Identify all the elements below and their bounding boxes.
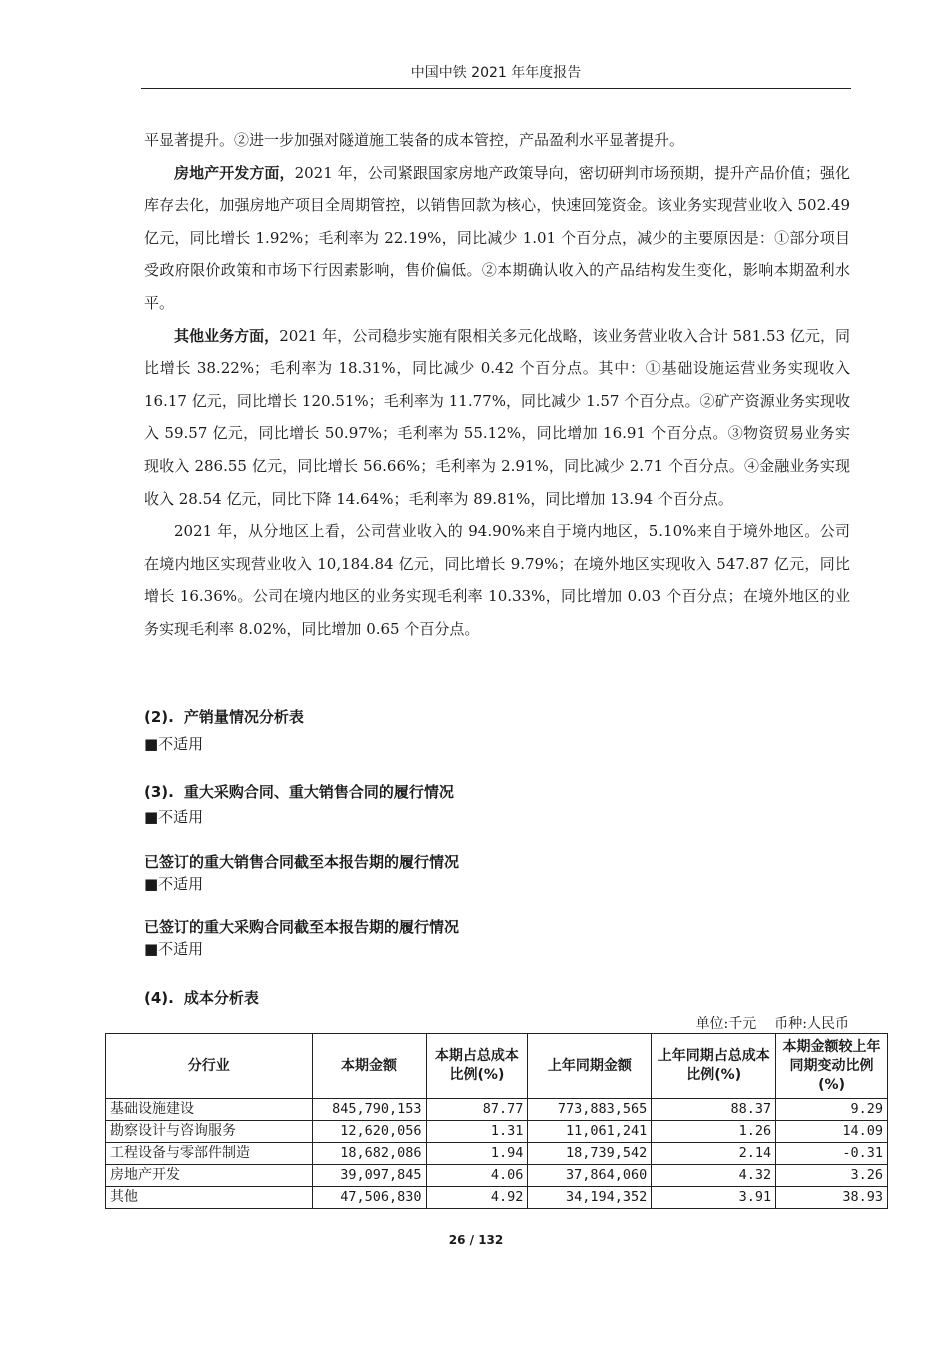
column-header: 上年同期占总成本比例(%) bbox=[652, 1034, 776, 1099]
table-cell: 4.92 bbox=[426, 1187, 528, 1209]
paragraph-text: 2021 年，公司稳步实施有限相关多元化战略，该业务营业收入合计 581.53 亿元，同比增长 38.22%；毛利率为 18.31%，同比减少 0.42 个百分点。其中：①基础设施运营业务实现收入 16.17 亿元，同比增长 120.51%；毛利率为 11.77%，同比减少 1.57 个百分点。②矿产资源业务实现收入 59.57 亿元，同比增长 50.97%；毛利率为 55.12%，同比增加 16.91 个百分点。③物资贸易业务实现收入 286.55 亿元，同比增长 56.66%；毛利率为 2.91%，同比减少 2.71 个百分点。④金融业务实现收入 28.54 亿元，同比下降 14.64%；毛利率为 89.81%，同比增加 13.94 个百分点。 bbox=[144, 326, 850, 508]
table-cell: 37,864,060 bbox=[528, 1165, 652, 1187]
paragraph-lead: 房地产开发方面， bbox=[174, 163, 295, 182]
section-title: 成本分析表 bbox=[183, 989, 259, 1007]
table-cell: 其他 bbox=[106, 1187, 313, 1209]
paragraph-text: 2021 年，公司紧跟国家房地产政策导向，密切研判市场预期，提升产品价值；强化库存去化，加强房地产项目全周期管控，以销售回款为核心，快速回笼资金。该业务实现营业收入 502.49 亿元，同比增长 1.92%；毛利率为 22.19%，同比减少 1.01 个百分点，减少的主要原因是：①部分项目受政府限价政策和市场下行因素影响，售价偏低。②本期确认收入的产品结构发生变化，影响本期盈利水平。 bbox=[144, 163, 850, 312]
table-unit-line bbox=[696, 1013, 849, 1033]
table-cell: 845,790,153 bbox=[312, 1099, 426, 1121]
section-heading bbox=[144, 851, 459, 872]
table-header-row bbox=[106, 1034, 888, 1099]
table-cell: 3.91 bbox=[652, 1187, 776, 1209]
section-title: 重大采购合同、重大销售合同的履行情况 bbox=[183, 783, 454, 801]
table-cell: 11,061,241 bbox=[528, 1121, 652, 1143]
section-title: 产销量情况分析表 bbox=[183, 708, 304, 726]
body-text bbox=[144, 124, 850, 646]
table-cell: 18,682,086 bbox=[312, 1143, 426, 1165]
table-cell: 房地产开发 bbox=[106, 1165, 313, 1187]
paragraph bbox=[144, 515, 850, 645]
page-header: 中国中铁 2021 年年度报告 bbox=[141, 62, 851, 89]
table-cell: 3.26 bbox=[776, 1165, 888, 1187]
section-title: 已签订的重大采购合同截至本报告期的履行情况 bbox=[144, 918, 460, 936]
table-cell: 47,506,830 bbox=[312, 1187, 426, 1209]
section-number: (4). bbox=[144, 989, 174, 1007]
section-title: 已签订的重大销售合同截至本报告期的履行情况 bbox=[144, 853, 460, 871]
currency-label: 币种:人民币 bbox=[774, 1016, 849, 1032]
column-header: 本期金额较上年同期变动比例(%) bbox=[776, 1034, 888, 1099]
section-note: ■不适用 bbox=[144, 940, 204, 958]
table-cell: 34,194,352 bbox=[528, 1187, 652, 1209]
paragraph-text: 平显著提升。②进一步加强对隧道施工装备的成本管控，产品盈利水平显著提升。 bbox=[144, 131, 685, 149]
cost-analysis-table bbox=[105, 1033, 888, 1209]
paragraph-text: 2021 年，从分地区上看，公司营业收入的 94.90%来自于境内地区，5.10%来自于境外地区。公司在境内地区实现营业收入 10,184.84 亿元，同比增长 9.79%；在境外地区实现收入 547.87 亿元，同比增长 16.36%。公司在境内地区的业务实现毛利率 10.33%，同比增加 0.03 个百分点；在境外地区的业务实现毛利率 8.02%，同比增加 0.65 个百分点。 bbox=[144, 522, 850, 638]
table-cell: 工程设备与零部件制造 bbox=[106, 1143, 313, 1165]
table-row bbox=[106, 1099, 888, 1121]
section-heading bbox=[144, 706, 304, 727]
table-cell: -0.31 bbox=[776, 1143, 888, 1165]
table-cell: 38.93 bbox=[776, 1187, 888, 1209]
section-heading bbox=[144, 916, 459, 937]
section-number: (2). bbox=[144, 708, 174, 726]
column-header: 上年同期金额 bbox=[528, 1034, 652, 1099]
paragraph-lead: 其他业务方面， bbox=[174, 326, 280, 345]
section-note: ■不适用 bbox=[144, 808, 204, 826]
table-cell: 1.31 bbox=[426, 1121, 528, 1143]
page-number: 26 / 132 bbox=[448, 1233, 504, 1247]
section-number: (3). bbox=[144, 783, 174, 801]
table-cell: 12,620,056 bbox=[312, 1121, 426, 1143]
section-note: ■不适用 bbox=[144, 735, 204, 753]
table-cell: 2.14 bbox=[652, 1143, 776, 1165]
table-cell: 1.94 bbox=[426, 1143, 528, 1165]
table-row bbox=[106, 1121, 888, 1143]
paragraph bbox=[144, 124, 850, 157]
section-heading bbox=[144, 781, 454, 802]
paragraph bbox=[144, 157, 850, 320]
section-note: ■不适用 bbox=[144, 875, 204, 893]
table-cell: 39,097,845 bbox=[312, 1165, 426, 1187]
table-cell: 4.06 bbox=[426, 1165, 528, 1187]
table-cell: 14.09 bbox=[776, 1121, 888, 1143]
column-header: 分行业 bbox=[106, 1034, 313, 1099]
table-cell: 1.26 bbox=[652, 1121, 776, 1143]
column-header: 本期占总成本比例(%) bbox=[426, 1034, 528, 1099]
table-cell: 9.29 bbox=[776, 1099, 888, 1121]
section-heading bbox=[144, 987, 259, 1008]
table-row bbox=[106, 1187, 888, 1209]
unit-label: 单位:千元 bbox=[695, 1016, 757, 1032]
table-row bbox=[106, 1165, 888, 1187]
table-cell: 基础设施建设 bbox=[106, 1099, 313, 1121]
table-cell: 88.37 bbox=[652, 1099, 776, 1121]
table-cell: 773,883,565 bbox=[528, 1099, 652, 1121]
column-header: 本期金额 bbox=[312, 1034, 426, 1099]
table-cell: 4.32 bbox=[652, 1165, 776, 1187]
table-row bbox=[106, 1143, 888, 1165]
table-cell: 87.77 bbox=[426, 1099, 528, 1121]
paragraph bbox=[144, 320, 850, 516]
table-cell: 18,739,542 bbox=[528, 1143, 652, 1165]
table-cell: 勘察设计与咨询服务 bbox=[106, 1121, 313, 1143]
